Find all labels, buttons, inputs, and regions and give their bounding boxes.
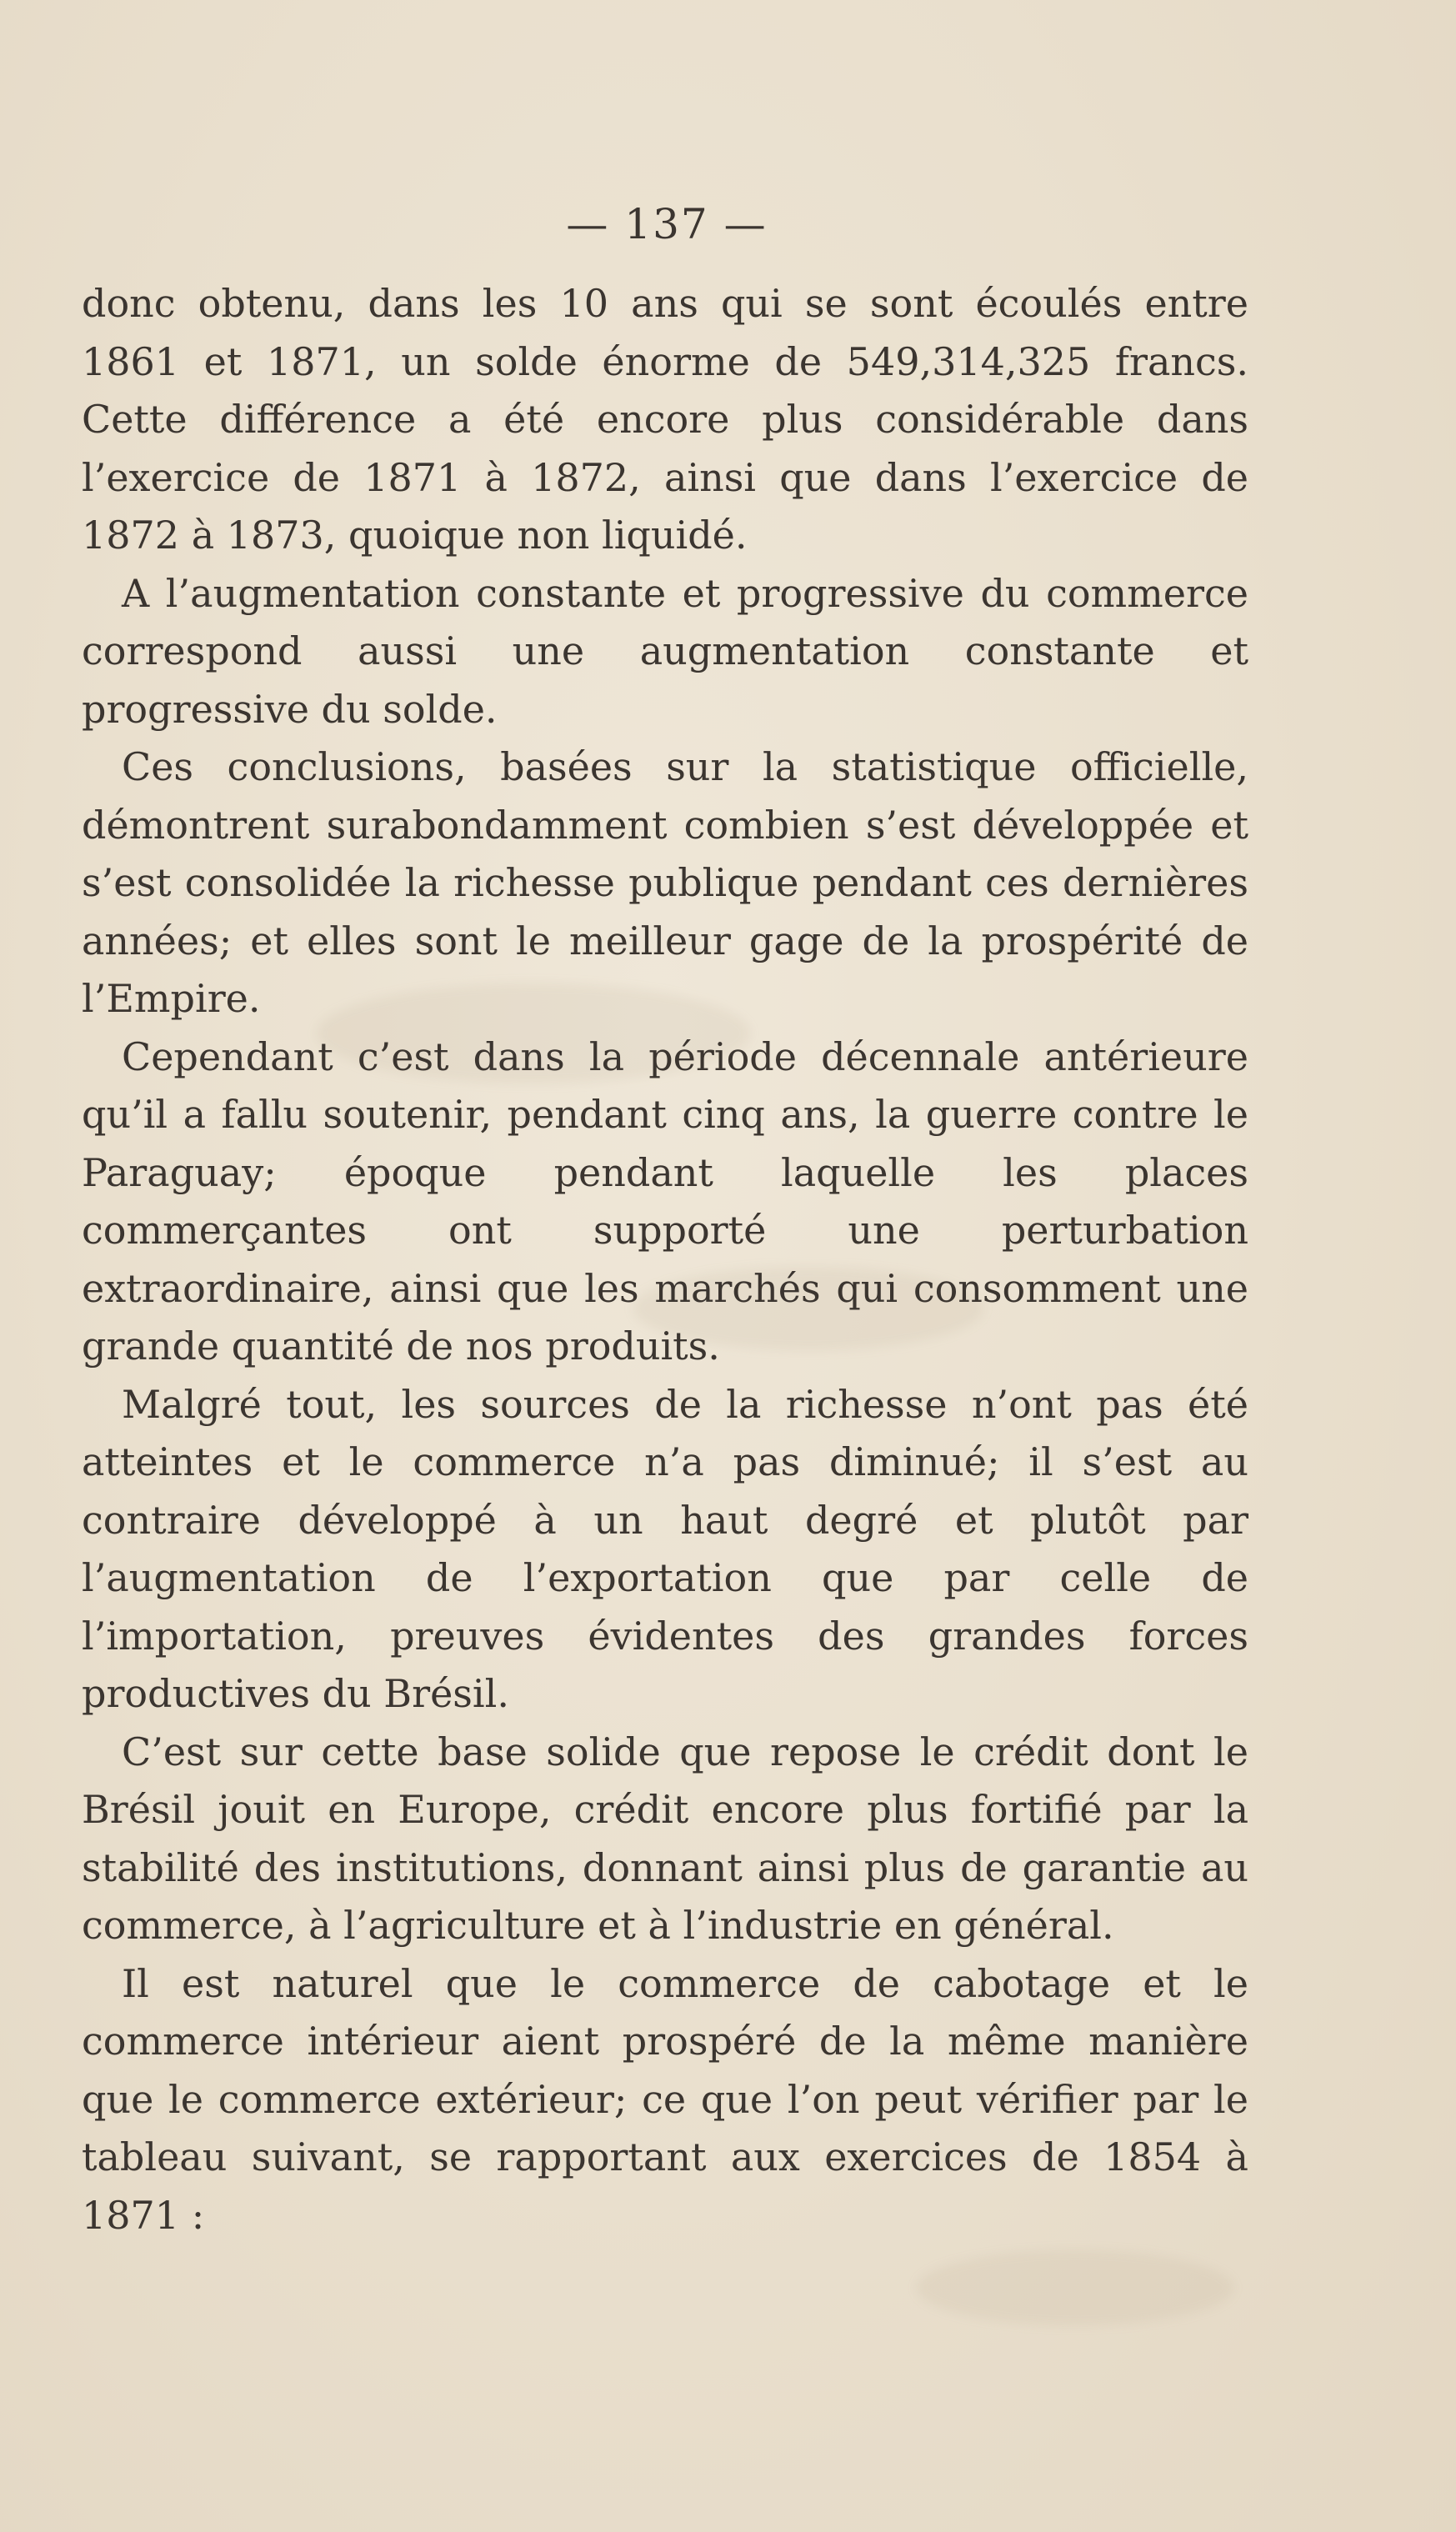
paragraph-6: C’est sur cette base solide que repose le crédit dont le Brésil jouit en Europe, crédit encore plus fortifié par la stabilité des institutions, donnant ainsi plus de garantie au commerce, à l’agriculture et à l’industrie en général. bbox=[82, 1729, 1248, 1948]
paragraph-3: Ces conclusions, basées sur la statistique officielle, démontrent surabondamment combien s’est développée et s’est consolidée la richesse publique pendant ces dernières années; et elles sont le meilleur gage de la prospérité de l’Empire. bbox=[82, 744, 1248, 1021]
paragraph-2: A l’augmentation constante et progressive du commerce correspond aussi une augmentation constante et progressive du solde. bbox=[82, 570, 1248, 732]
paragraph-4: Cependant c’est dans la période décennale antérieure qu’il a fallu soutenir, pendant cinq ans, la guerre contre le Paraguay; époque pendant laquelle les places commerçantes ont supporté une perturbation extraordinaire, ainsi que les marchés qui consomment une grande quantité de nos produits. bbox=[82, 1033, 1248, 1369]
body-text bbox=[82, 275, 1248, 2244]
paragraph-5: Malgré tout, les sources de la richesse n’ont pas été atteintes et le commerce n’a pas diminué; il s’est au contraire développé à un haut degré et plutôt par l’augmentation de l’exportation que par celle de l’importation, preuves évidentes des grandes forces productives du Brésil. bbox=[82, 1381, 1248, 1716]
paragraph-1: donc obtenu, dans les 10 ans qui se sont écoulés entre 1861 et 1871, un solde énorme de 549,314,325 francs. Cette différence a été encore plus considérable dans l’exercice de 1871 à 1872, ainsi que dans l’exercice de 1872 à 1873, quoique non liquidé. bbox=[82, 281, 1248, 558]
paper-stain bbox=[917, 2250, 1233, 2325]
page-number: — 137 — bbox=[566, 200, 768, 248]
paragraph-7: Il est naturel que le commerce de cabotage et le commerce intérieur aient prospéré de la même manière que le commerce extérieur; ce que l’on peut vérifier par le tableau suivant, se rapportant aux exercices de 1854 à 1871 : bbox=[82, 1960, 1248, 2238]
